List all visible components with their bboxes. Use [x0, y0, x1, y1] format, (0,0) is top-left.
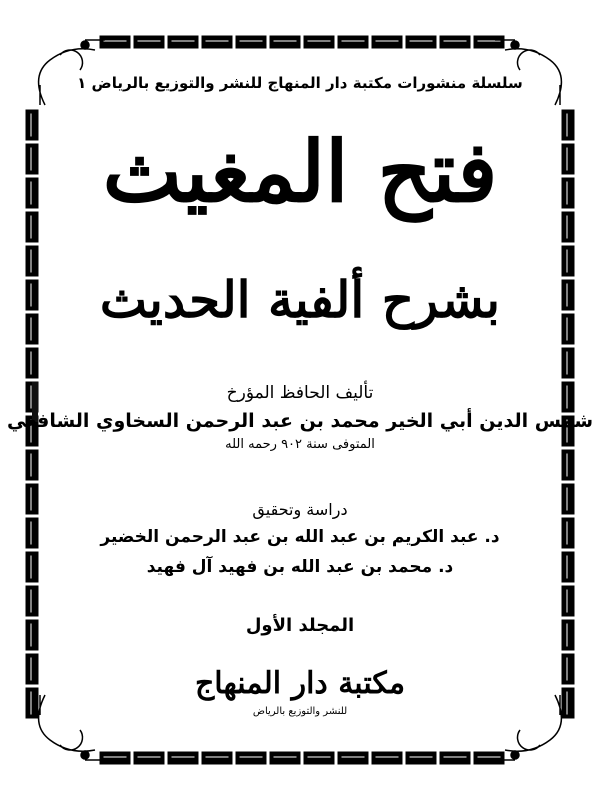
book-subtitle: بشرح ألفية الحديث — [99, 270, 501, 329]
book-title: فتح المغيث — [102, 122, 498, 221]
editor-1: د. عبد الكريم بن عبد الله بن عبد الرحمن الخضير — [100, 527, 500, 547]
editor-2: د. محمد بن عبد الله بن فهيد آل فهيد — [146, 557, 454, 577]
publisher-name: مكتبة دار المنهاج — [194, 666, 406, 701]
author-name: شمس الدين أبي الخير محمد بن عبد الرحمن السخاوي الشافعي — [6, 410, 594, 432]
study-label: دراسة وتحقيق — [252, 500, 348, 519]
publisher-subtitle: للنشر والتوزيع بالرياض — [252, 706, 348, 717]
author-death: المتوفى سنة ٩٠٢ رحمه الله — [225, 437, 375, 452]
byline: تأليف الحافظ المؤرخ — [226, 383, 374, 403]
volume-label: المجلد الأول — [245, 615, 355, 636]
series-title: سلسلة منشورات مكتبة دار المنهاج للنشر والتوزيع بالرياض ١ — [77, 74, 523, 92]
